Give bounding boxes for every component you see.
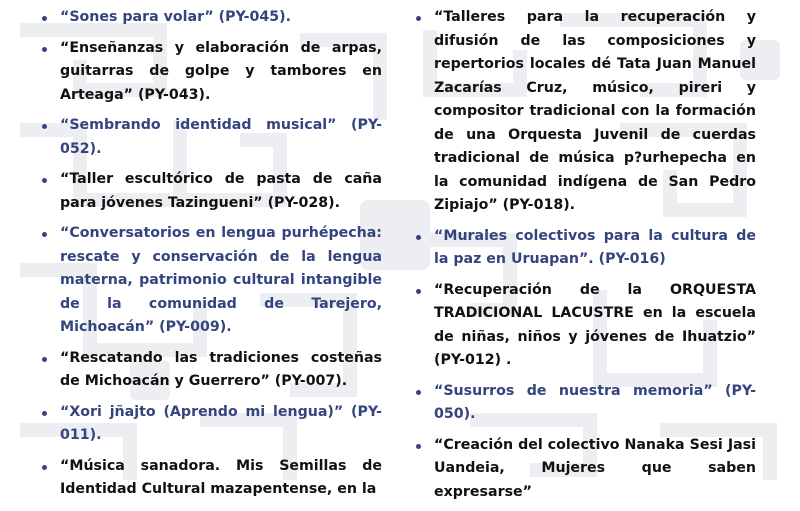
right-project-list: [414, 6, 756, 504]
left-project-list: [40, 6, 382, 502]
project-title: “Enseñanzas y elaboración de arpas, guitarras de golpe y tambores en Arteaga” (PY-043).: [60, 39, 382, 103]
project-title: “Recuperación de la ORQUESTA TRADICIONAL LACUSTRE en la escuela de niñas, niños y jóvenes de Ihuatzio” (PY-012) .: [434, 281, 756, 368]
project-title: “Sones para volar” (PY-045).: [60, 9, 292, 25]
bullet-icon: [42, 232, 47, 237]
project-title: “Xori jñajto (Aprendo mi lengua)” (PY-011).: [60, 403, 382, 443]
project-list-item: [40, 114, 382, 161]
right-column: [414, 6, 756, 511]
project-list-item: [414, 279, 756, 373]
project-list-item: [40, 6, 382, 30]
bullet-icon: [416, 390, 421, 395]
bullet-icon: [42, 465, 47, 470]
project-list-item: [414, 380, 756, 427]
bullet-icon: [416, 444, 421, 449]
bullet-icon: [42, 47, 47, 52]
project-list-item: [40, 168, 382, 215]
bullet-icon: [416, 289, 421, 294]
bullet-icon: [42, 357, 47, 362]
bullet-icon: [42, 16, 47, 21]
project-title: “Susurros de nuestra memoria” (PY-050).: [434, 382, 756, 422]
project-title: “Rescatando las tradiciones costeñas de Michoacán y Guerrero” (PY-007).: [60, 349, 382, 389]
project-title: “Murales colectivos para la cultura de la paz en Uruapan”. (PY-016): [434, 227, 756, 267]
project-title: “Talleres para la recuperación y difusión de las composiciones y repertorios locales dé Tata Juan Manuel Zacarías Cruz, músico, pireri y compositor tradicional con la formación de una Orquesta Juvenil de cuerdas tradicional de música p?urhepecha en la comunidad indígena de San Pedro Zipiajo” (PY-018).: [434, 9, 756, 213]
project-list-item: [40, 347, 382, 394]
project-list-item: [414, 434, 756, 505]
project-title: “Conversatorios en lengua purhépecha: rescate y conservación de la lengua materna, patrimonio cultural intangible de la comunidad de Tarejero, Michoacán” (PY-009).: [60, 225, 382, 335]
project-list-item: [414, 6, 756, 218]
bullet-icon: [416, 16, 421, 21]
bullet-icon: [416, 235, 421, 240]
project-title: “Música sanadora. Mis Semillas de Identidad Cultural mazapentense, en la: [60, 457, 382, 497]
project-list-item: [40, 401, 382, 448]
bullet-icon: [42, 124, 47, 129]
project-list-item: [40, 222, 382, 340]
bullet-icon: [42, 178, 47, 183]
project-title: “Sembrando identidad musical” (PY-052).: [60, 117, 382, 157]
project-title: “Creación del colectivo Nanaka Sesi Jasi Uandeia, Mujeres que saben expresarse”: [434, 436, 756, 500]
left-column: [40, 6, 382, 509]
project-list-item: [40, 455, 382, 502]
project-list-item: [40, 37, 382, 108]
project-list-item: [414, 225, 756, 272]
bullet-icon: [42, 411, 47, 416]
project-title: “Taller escultórico de pasta de caña para jóvenes Tazingueni” (PY-028).: [60, 171, 382, 211]
